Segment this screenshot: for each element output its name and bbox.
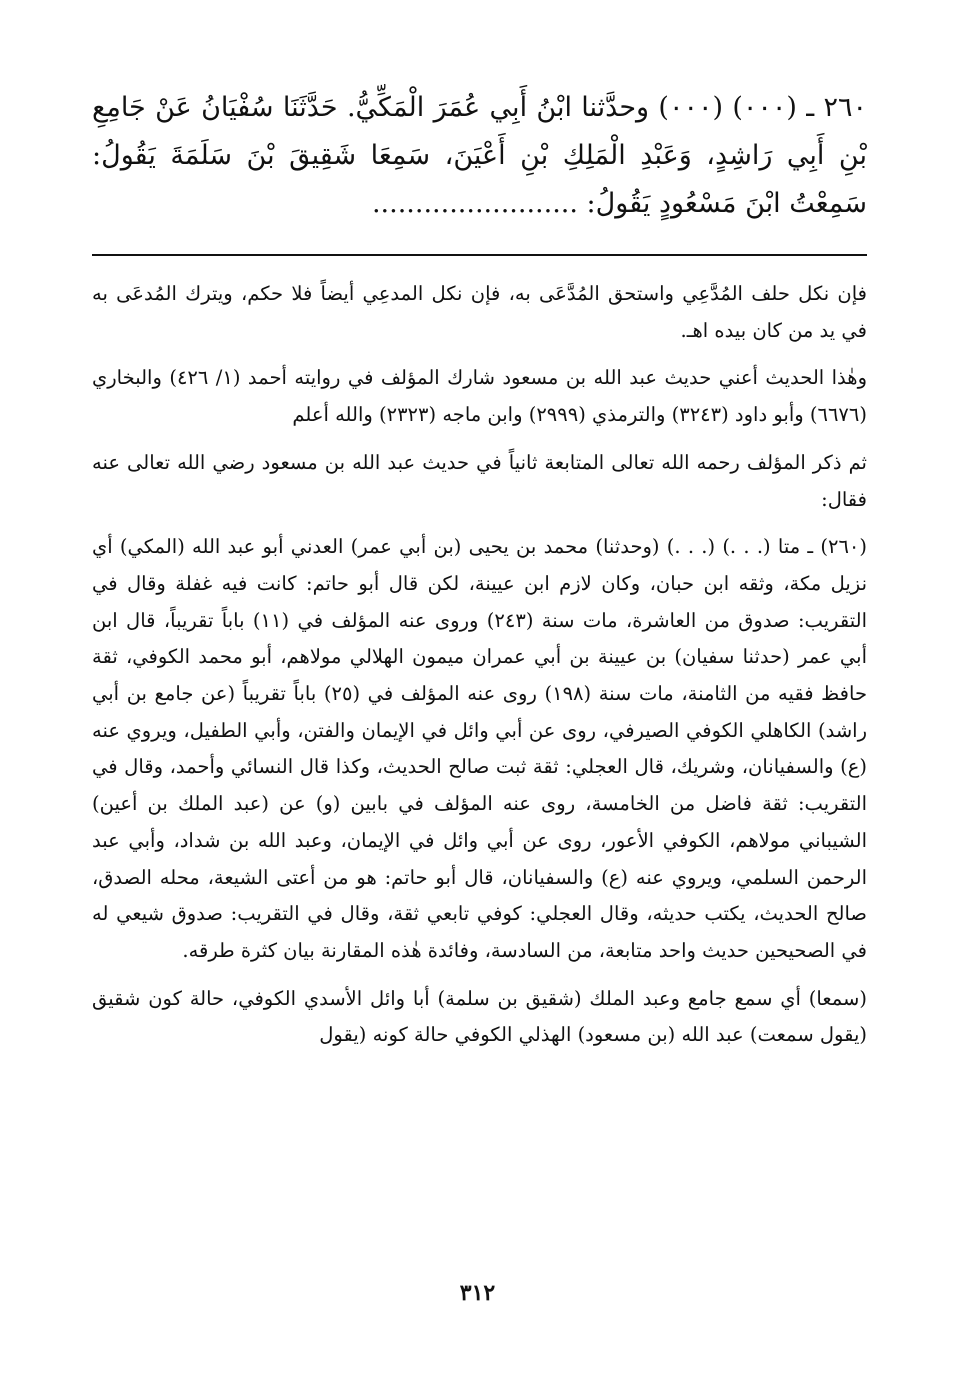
commentary-paragraph: (٢٦٠) ـ متا (. . .) (. . .) (وحدثنا) محمد بن يحيى (بن أبي عمر) العدني أبو عبد الله (المكي) أي نزيل مكة، وثقه ابن حبان، وكان لازم ابن عيينة، لكن قال أبو حاتم: كانت فيه غفلة وقال في التقريب: صدوق من العاشرة، مات سنة (٢٤٣) وروى عنه المؤلف في (١١) باباً تقريباً، قال ابن أبي عمر (حدثنا سفيان) بن عيينة بن أبي عمران ميمون الهلالي مولاهم، أبو محمد الكوفي، ثقة حافظ فقيه من الثامنة، مات سنة (١٩٨) روى عنه المؤلف في (٢٥) باباً تقريباً (عن جامع بن أبي راشد) الكاهلي الكوفي الصيرفي، روى عن أبي وائل في الإيمان والفتن، وأبي الطفيل، ويروي عنه (ع) والسفيانان، وشريك، قال العجلي: ثقة ثبت صالح الحديث، وكذا قال النسائي وأحمد، وقال في التقريب: ثقة فاضل من الخامسة، روى عنه المؤلف في بابين (و) عن (عبد الملك بن أعين) الشيباني مولاهم، الكوفي الأعور، روى عن أبي وائل في الإيمان، وعبد الله بن شداد، وأبي عبد الرحمن السلمي، ويروي عنه (ع) والسفيانان، قال أبو حاتم: هو من أعتى الشيعة، محله الصدق، صالح الحديث، يكتب حديثه، وقال العجلي: كوفي تابعي ثقة، وقال في التقريب: صدوق شيعي له في الصحيحين حديث واحد متابعة، من السادسة، وفائدة هٰذه المقارنة بيان كثرة طرقه.	[92, 535, 867, 962]
book-page	[92, 78, 867, 1318]
commentary-paragraph: ثم ذكر المؤلف رحمه الله تعالى المتابعة ثانياً في حديث عبد الله بن مسعود رضي الله تعالى عنه فقال:	[92, 450, 867, 511]
commentary-paragraph: (سمعا) أي سمع جامع وعبد الملك (شقيق بن سلمة) أبا وائل الأسدي الكوفي، حالة كون شقيق (يقول سمعت) عبد الله (بن مسعود) الهذلي الكوفي حالة كونه (يقول	[92, 986, 867, 1047]
footnote-divider	[92, 254, 867, 256]
commentary-paragraph: فإن نكل حلف المُدَّعِي واستحق المُدَّعَى به، فإن نكل المدعِي أيضاً فلا حكم، ويترك المُدعَى به في يد من كان بيده اهـ.	[92, 282, 867, 342]
hadith-text: ٢٦٠ ـ (٠٠٠) (٠٠٠) وحدَّثنا ابْنُ أَبِي عُمَرَ الْمَكِّيُّ. حَدَّثَنَا سُفْيَانُ عَنْ جَامِعِ بْنِ أَبِي رَاشِدٍ، وَعَبْدِ الْمَلِكِ بْنِ أَعْيَنَ، سَمِعَا شَقِيقَ بْنَ سَلَمَةَ يَقُولُ: سَمِعْتُ ابْنَ مَسْعُودٍ يَقُولُ: ........................	[92, 92, 868, 219]
commentary-paragraph: وهٰذا الحديث أعني حديث عبد الله بن مسعود شارك المؤلف في روايته أحمد (١/ ٤٢٦) والبخاري (٦٦٧٦) وأبو داود (٣٢٤٣) والترمذي (٢٩٩٩) وابن ماجه (٢٣٢٣) والله أعلم	[92, 366, 867, 427]
commentary-section	[92, 276, 867, 1054]
page-number: ٣١٢	[459, 1280, 496, 1306]
